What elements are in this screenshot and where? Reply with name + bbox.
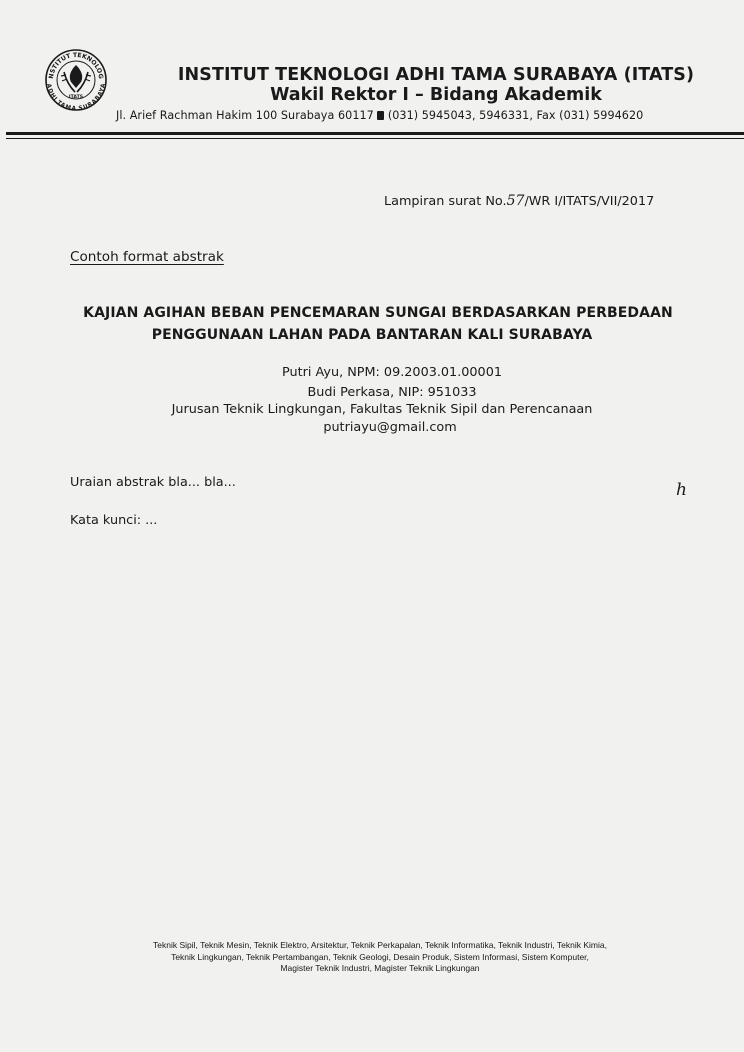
author-2: Budi Perkasa, NIP: 951033 [307,385,477,400]
keywords-text: Kata kunci: ... [70,513,158,528]
phone-icon [377,111,384,120]
header-divider-thick [6,132,744,135]
paper-title-line1: KAJIAN AGIHAN BEBAN PENCEMARAN SUNGAI BERDASARKAN PERBEDAAN [83,305,673,321]
reference-suffix: /WR I/ITATS/VII/2017 [524,194,655,209]
institution-name: INSTITUT TEKNOLOGI ADHI TAMA SURABAYA (ITATS) [177,65,695,85]
abstract-text: Uraian abstrak bla... bla... [70,475,236,490]
author-email: putriayu@gmail.com [323,420,457,435]
letter-reference [384,193,654,209]
header-divider-thin [6,138,744,139]
handwritten-mark: h [676,480,687,500]
address-text: Jl. Arief Rachman Hakim 100 Surabaya 60117 [116,109,374,122]
footer-line-1: Teknik Sipil, Teknik Mesin, Teknik Elektro, Arsitektur, Teknik Perkapalan, Teknik Informatika, Teknik Industri, Teknik Kimia, [152,940,607,950]
logo-center-text: ITATS [68,95,84,100]
footer-line-2: Teknik Lingkungan, Teknik Pertambangan, Teknik Geologi, Desain Produk, Sistem Informasi, Sistem Komputer, [171,951,589,962]
paper-title-line2: PENGGUNAAN LAHAN PADA BANTARAN KALI SURABAYA [151,327,593,343]
reference-number-handwritten: 57 [506,193,525,209]
logo-ring-bottom-text: ADHI TAMA SURABAYA [45,83,107,112]
logo-ring-top-text: NSTITUT TEKNOLOG [47,51,105,80]
section-label: Contoh format abstrak [70,249,224,265]
author-1: Putri Ayu, NPM: 09.2003.01.00001 [282,365,502,380]
address-line [116,109,643,122]
affiliation: Jurusan Teknik Lingkungan, Fakultas Teknik Sipil dan Perencanaan [171,402,593,417]
unit-name: Wakil Rektor I – Bidang Akademik [270,85,602,105]
footer-programs [60,940,700,975]
contact-numbers: (031) 5945043, 5946331, Fax (031) 5994620 [387,109,644,122]
footer-line-3: Magister Teknik Industri, Magister Teknik Lingkungan [280,963,480,973]
reference-prefix: Lampiran surat No. [384,194,507,209]
